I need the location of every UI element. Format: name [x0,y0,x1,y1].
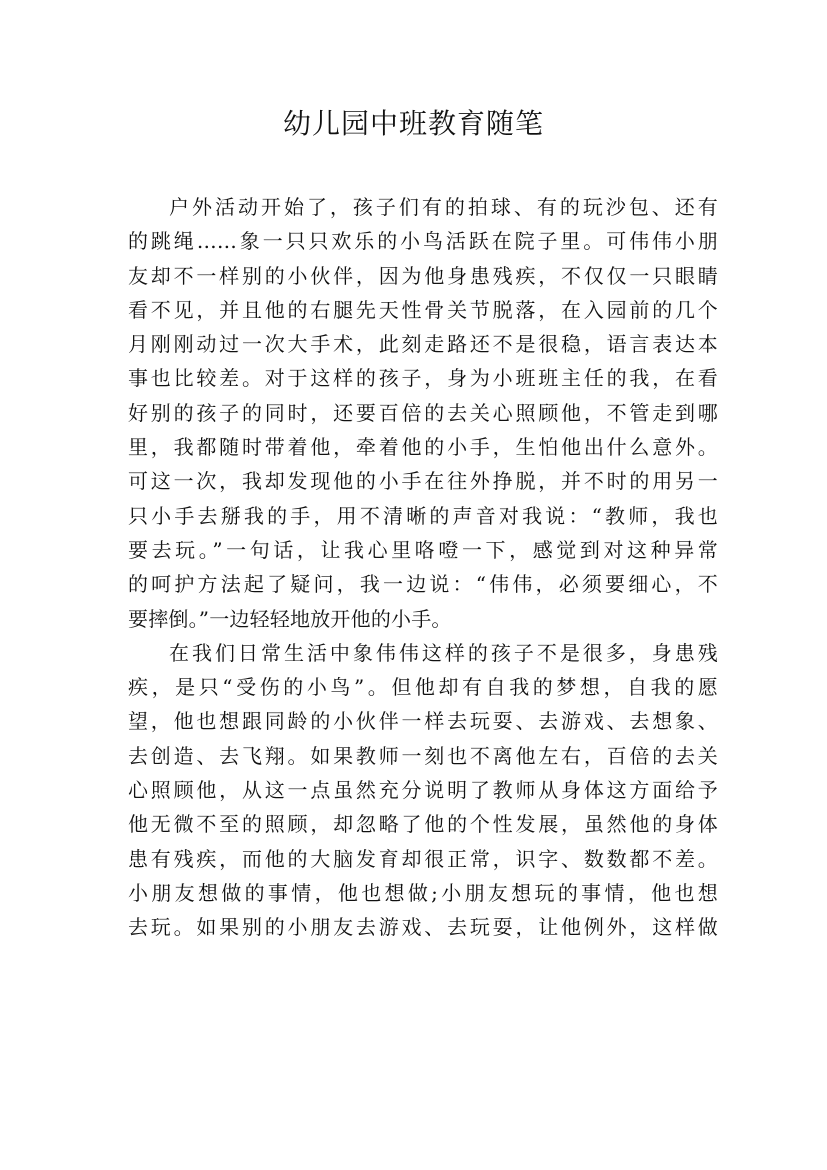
paragraph-line: 只小手去掰我的手，用不清晰的声音对我说：“教师，我也 [128,503,718,528]
paragraph-line: 月刚刚动过一次大手术，此刻走路还不是很稳，语言表达本 [128,332,718,357]
paragraph-line: 望，他也想跟同龄的小伙伴一样去玩耍、去游戏、去想象、 [128,709,718,734]
paragraph-line: 可这一次，我却发现他的小手在往外挣脱，并不时的用另一 [128,469,718,494]
paragraph-line: 患有残疾，而他的大脑发育却很正常，识字、数数都不差。 [128,846,718,871]
paragraph-line: 事也比较差。对于这样的孩子，身为小班班主任的我，在看 [128,366,718,391]
paragraph-line: 的呵护方法起了疑问，我一边说：“伟伟，必须要细心，不 [128,572,718,597]
paragraph-line: 他无微不至的照顾，却忽略了他的个性发展，虽然他的身体 [128,812,718,837]
paragraph-line: 户外活动开始了，孩子们有的拍球、有的玩沙包、还有 [169,195,718,219]
document-body [128,190,718,945]
paragraph-line: 去创造、去飞翔。如果教师一刻也不离他左右，百倍的去关 [128,743,718,768]
paragraph-line: 去玩。如果别的小朋友去游戏、去玩耍，让他例外，这样做 [128,915,718,940]
paragraph-line: 心照顾他，从这一点虽然充分说明了教师从身体这方面给予 [128,778,718,803]
paragraph-line: 里，我都随时带着他，牵着他的小手，生怕他出什么意外。 [128,435,718,460]
paragraph-line: 友却不一样别的小伙伴，因为他身患残疾，不仅仅一只眼睛 [128,263,718,288]
paragraph-line: 好别的孩子的同时，还要百倍的去关心照顾他，不管走到哪 [128,400,718,425]
paragraph-line: 要摔倒。”一边轻轻地放开他的小手。 [128,606,452,631]
paragraph-line: 要去玩。”一句话，让我心里咯噔一下，感觉到对这种异常 [128,537,718,562]
paragraph-line: 的跳绳……象一只只欢乐的小鸟活跃在院子里。可伟伟小朋 [128,229,718,254]
paragraph-line: 看不见，并且他的右腿先天性骨关节脱落，在入园前的几个 [128,297,718,322]
document-title: 幼儿园中班教育随笔 [282,107,544,140]
paragraph-line: 疾，是只“受伤的小鸟”。但他却有自我的梦想，自我的愿 [128,675,718,700]
paragraph-line: 小朋友想做的事情，他也想做;小朋友想玩的事情，他也想 [128,880,718,905]
paragraph-line: 在我们日常生活中象伟伟这样的孩子不是很多，身患残 [169,640,718,665]
